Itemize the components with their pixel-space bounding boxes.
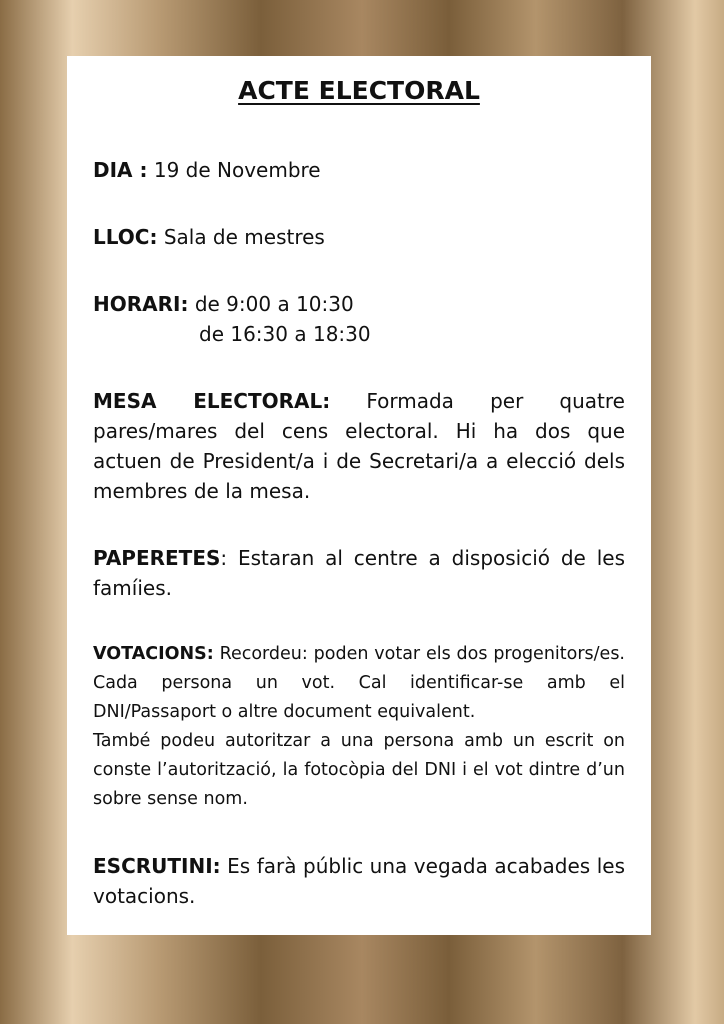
horari-section — [93, 289, 625, 349]
lloc-value: Sala de mestres — [163, 225, 325, 249]
page-title: ACTE ELECTORAL — [238, 76, 480, 105]
escrutini-text: Es farà públic una vegada acabades les votacions. — [93, 854, 626, 908]
mesa-section — [93, 386, 625, 506]
paperetes-text: : Estaran al centre a disposició de les famíies. — [93, 546, 625, 600]
votacions-section — [93, 640, 625, 814]
votacions-para2: També podeu autoritzar a una persona amb un escrit on conste l’autorització, la fotocòpia del DNI i el vot dintre d’un sobre sense nom. — [93, 731, 625, 809]
escrutini-label: ESCRUTINI: — [93, 854, 221, 878]
notice-card — [67, 56, 651, 935]
paperetes-label: PAPERETES — [93, 546, 221, 570]
votacions-para1 — [93, 640, 625, 727]
horari-row — [93, 289, 625, 319]
horari-line1: de 9:00 a 10:30 — [194, 292, 354, 316]
votacions-label: VOTACIONS: — [93, 644, 214, 664]
dia-value: 19 de Novembre — [153, 158, 321, 182]
dia-row — [93, 155, 625, 185]
mesa-text: Formada per quatre pares/mares del cens electoral. Hi ha dos que actuen de President/a i de Secretari/a a elecció dels membres de la mesa. — [93, 389, 625, 503]
escrutini-section — [93, 851, 625, 911]
lloc-row — [93, 222, 625, 252]
dia-label: DIA : — [93, 158, 148, 182]
votacions-text1: Recordeu: poden votar els dos progenitors/es. Cada persona un vot. Cal identificar-se amb el DNI/Passaport o altre document equivalent. — [93, 644, 625, 722]
mesa-label: MESA ELECTORAL: — [93, 389, 331, 413]
lloc-label: LLOC: — [93, 225, 158, 249]
horari-line2: de 16:30 a 18:30 — [199, 322, 371, 346]
paperetes-section — [93, 543, 625, 603]
horari-label: HORARI: — [93, 292, 189, 316]
